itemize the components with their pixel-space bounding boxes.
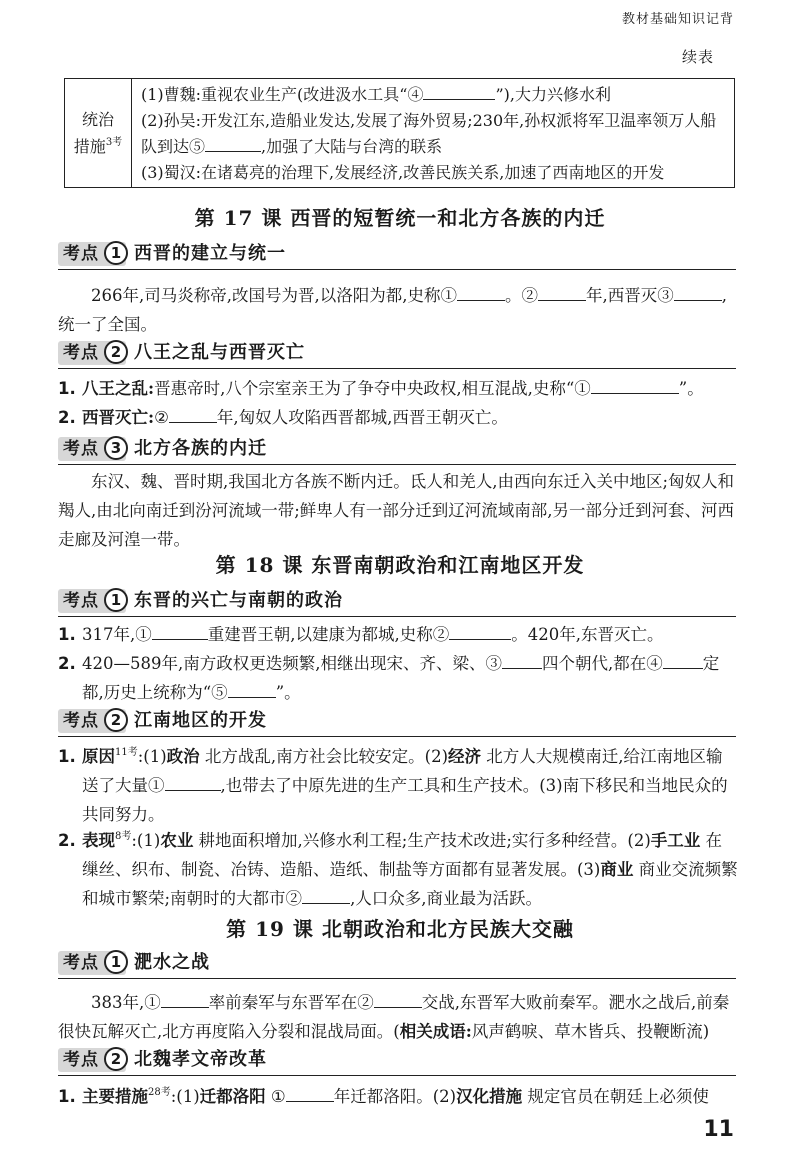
- table-label-line2: 措施$^{3考}$: [73, 137, 123, 156]
- table-item-caowei: (1)曹魏:重视农业生产(改进汲水工具“④ ”),大力兴修水利: [141, 85, 611, 104]
- fill-blank: [591, 377, 679, 394]
- lesson-18-title: 第 18 课 东晋南朝政治和江南地区开发: [215, 553, 585, 577]
- key-point-title: 东晋的兴亡与南朝的政治: [134, 590, 343, 611]
- fill-blank: [374, 991, 422, 1008]
- key-point-title: 北魏孝文帝改革: [134, 1049, 267, 1070]
- list-item: 1. 317年,① 重建晋王朝,以建康为都城,史称② 。420年,东晋灭亡。: [58, 625, 664, 644]
- exam-count: 8考: [115, 831, 132, 842]
- fill-blank: [423, 83, 495, 100]
- fill-blank: [169, 406, 217, 423]
- key-point-header: 考点 2 北魏孝文帝改革: [58, 1046, 736, 1076]
- exam-count: 11考: [115, 747, 138, 758]
- circled-number: 2: [104, 708, 128, 732]
- fill-blank: [663, 652, 703, 669]
- key-point-header: 考点 3 北方各族的内迁: [58, 435, 736, 465]
- fill-blank: [205, 135, 261, 152]
- key-point-header: 考点 1 淝水之战: [58, 949, 736, 979]
- fill-blank: [228, 681, 276, 698]
- fill-blank: [538, 284, 586, 301]
- fill-blank: [449, 623, 511, 640]
- table-content: [141, 82, 728, 186]
- list-item: 1. 主要措施$^{28考}$:(1)迁都洛阳 ① 年迁都洛阳。(2)汉化措施 规定官员在朝廷上必须使: [58, 1087, 709, 1106]
- list-item: 2. 表现$^{8考}$:(1)农业 耕地面积增加,兴修水利工程;生产技术改进;实行多种经营。(2)手工业 在缫丝、织布、制瓷、冶铸、造船、造纸、制盐等方面都有显著发展。(3)商业 商业交流频繁和城市繁荣;南朝时的大都市② ,人口众多,商业最为活跃。: [58, 831, 738, 908]
- key-point-title: 西晋的建立与统一: [134, 243, 286, 264]
- key-point-header: 考点 1 东晋的兴亡与南朝的政治: [58, 587, 736, 617]
- lesson-17-title: 第 17 课 西晋的短暂统一和北方各族的内迁: [194, 206, 606, 230]
- circled-number: 1: [104, 241, 128, 265]
- key-point-header: 考点 2 江南地区的开发: [58, 707, 736, 737]
- page-number: 11: [703, 1117, 734, 1142]
- list-item: 1. 八王之乱:晋惠帝时,八个宗室亲王为了争夺中央政权,相互混战,史称“① ”。: [58, 379, 704, 398]
- fill-blank: [302, 887, 350, 904]
- exam-count: 28考: [148, 1087, 171, 1098]
- fill-blank: [286, 1085, 334, 1102]
- table-label-line1: 统治: [81, 110, 114, 129]
- key-point-header: 考点 2 八王之乱与西晋灭亡: [58, 339, 736, 369]
- circled-number: 2: [104, 340, 128, 364]
- circled-number: 1: [104, 950, 128, 974]
- key-point-title: 八王之乱与西晋灭亡: [134, 342, 305, 363]
- fill-blank: [161, 991, 209, 1008]
- list-item: 1. 原因$^{11考}$:(1)政治 北方战乱,南方社会比较安定。(2)经济 北方人大规模南迁,给江南地区输送了大量① ,也带去了中原先进的生产工具和生产技术。(3)南下移民和当地民众的共同努力。: [58, 747, 728, 824]
- paragraph: 266年,司马炎称帝,改国号为晋,以洛阳为都,史称① 。② 年,西晋灭③ ,统一了全国。: [58, 286, 727, 334]
- paragraph: 东汉、魏、晋时期,我国北方各族不断内迁。氐人和羌人,由西向东迁入关中地区;匈奴人和羯人,由北向南迁到汾河流域一带;鲜卑人有一部分迁到辽河流域南部,另一部分迁到河套、河西走廊及河湟一带。: [58, 472, 735, 549]
- key-point-header: 考点 1 西晋的建立与统一: [58, 240, 736, 270]
- key-point-title: 淝水之战: [134, 952, 210, 973]
- table-item-shuhan: (3)蜀汉:在诸葛亮的治理下,发展经济,改善民族关系,加速了西南地区的开发: [141, 163, 665, 182]
- key-point-title: 北方各族的内迁: [134, 438, 267, 459]
- fill-blank: [502, 652, 542, 669]
- header-title: 教材基础知识记背: [621, 12, 734, 27]
- fill-blank: [152, 623, 208, 640]
- paragraph: 383年,① 率前秦军与东晋军在② 交战,东晋军大败前秦军。淝水之战后,前秦很快瓦解灭亡,北方再度陷入分裂和混战局面。(相关成语:风声鹤唳、草木皆兵、投鞭断流): [58, 993, 730, 1041]
- circled-number: 3: [104, 436, 128, 460]
- continued-label: 续表: [681, 48, 714, 66]
- key-point-title: 江南地区的开发: [134, 710, 267, 731]
- fill-blank: [457, 284, 505, 301]
- circled-number: 2: [104, 1047, 128, 1071]
- fill-blank: [674, 284, 722, 301]
- exam-count: 3考: [105, 137, 123, 148]
- lesson-19-title: 第 19 课 北朝政治和北方民族大交融: [226, 917, 574, 941]
- table-row-label: [65, 79, 132, 187]
- governance-measures-table: [64, 78, 735, 188]
- fill-blank: [165, 774, 221, 791]
- list-item: 2. 420—589年,南方政权更迭频繁,相继出现宋、齐、梁、③ 四个朝代,都在④ 定都,历史上统称为“⑤ ”。: [58, 654, 720, 702]
- list-item: 2. 西晋灭亡:② 年,匈奴人攻陷西晋都城,西晋王朝灭亡。: [58, 408, 508, 427]
- table-item-sunwu: (2)孙吴:开发江东,造船业发达,发展了海外贸易;230年,孙权派将军卫温率领万人船队到达⑤ ,加强了大陆与台湾的联系: [141, 111, 717, 156]
- circled-number: 1: [104, 588, 128, 612]
